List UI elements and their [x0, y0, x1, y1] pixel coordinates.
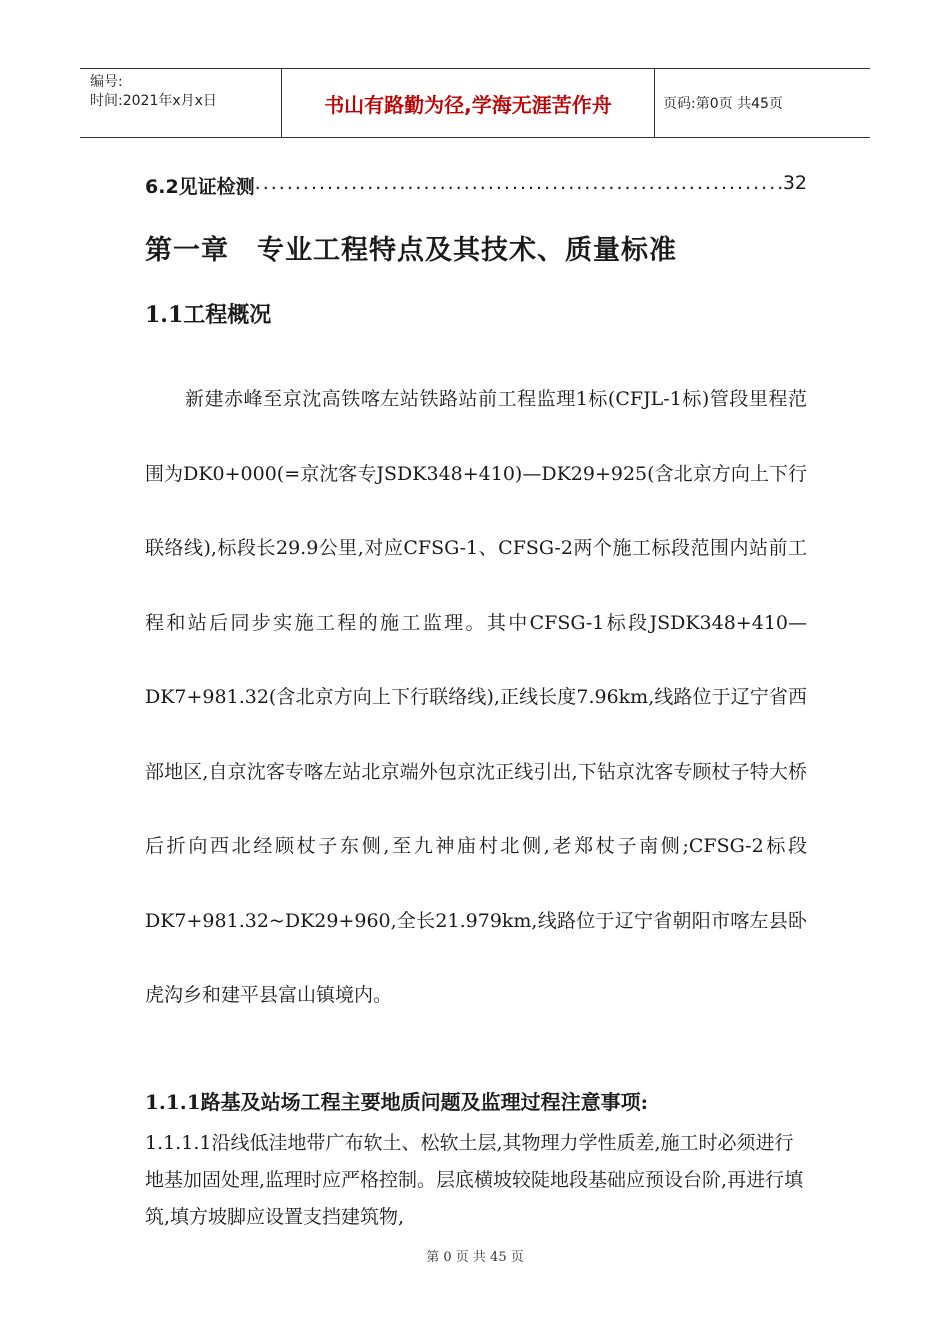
chapter-title	[145, 228, 677, 267]
header-page-info: 页码:第0页 共45页	[663, 96, 783, 112]
number-label: 编号:	[90, 74, 123, 90]
chapter-number: 第一章	[145, 235, 229, 266]
body-paragraph: 新建赤峰至京沈高铁喀左站铁路站前工程监理1标(CFJL-1标)管段里程范围为DK0+000(=京沈客专JSDK348+410)—DK29+925(含北京方向上下行联络线),标段长29.9公里,对应CFSG-1、CFSG-2两个施工标段范围内站前工程和站后同步实施工程的施工监理。其中CFSG-1标段JSDK348+410—DK7+981.32(含北京方向上下行联络线),正线长度7.96km,线路位于辽宁省西部地区,自京沈客专喀左站北京端外包京沈正线引出,下钻京沈客专顾杖子特大桥后折向西北经顾杖子东侧,至九神庙村北侧,老郑杖子南侧;CFSG-2标段 DK7+981.32~DK29+960,全长21.979km,线路位于辽宁省朝阳市喀左县卧虎沟乡和建平县富山镇境内。	[145, 388, 807, 1006]
header-motto: 书山有路勤为径,学海无涯苦作舟	[282, 69, 655, 137]
section-title: 1.1工程概况	[145, 302, 272, 328]
page-footer: 第 0 页 共 45 页	[426, 1250, 524, 1265]
toc-entry-page: 32	[782, 172, 807, 194]
toc-entry-title: 6.2见证检测	[145, 176, 255, 198]
toc-entry[interactable]	[145, 172, 807, 199]
header-table	[80, 68, 870, 138]
toc-leader-dots	[255, 172, 783, 199]
header-meta	[80, 69, 282, 137]
subsection-title: 1.1.1路基及站场工程主要地质问题及监理过程注意事项:	[145, 1090, 649, 1114]
time-label: 时间:2021年x月x日	[90, 93, 217, 109]
chapter-text: 专业工程特点及其技术、质量标准	[257, 235, 677, 266]
subsection-paragraph: 1.1.1.1沿线低洼地带广布软土、松软土层,其物理力学性质差,施工时必须进行地基加固处理,监理时应严格控制。层底横坡较陡地段基础应预设台阶,再进行填筑,填方坡脚应设置支挡建筑物,	[145, 1132, 804, 1228]
